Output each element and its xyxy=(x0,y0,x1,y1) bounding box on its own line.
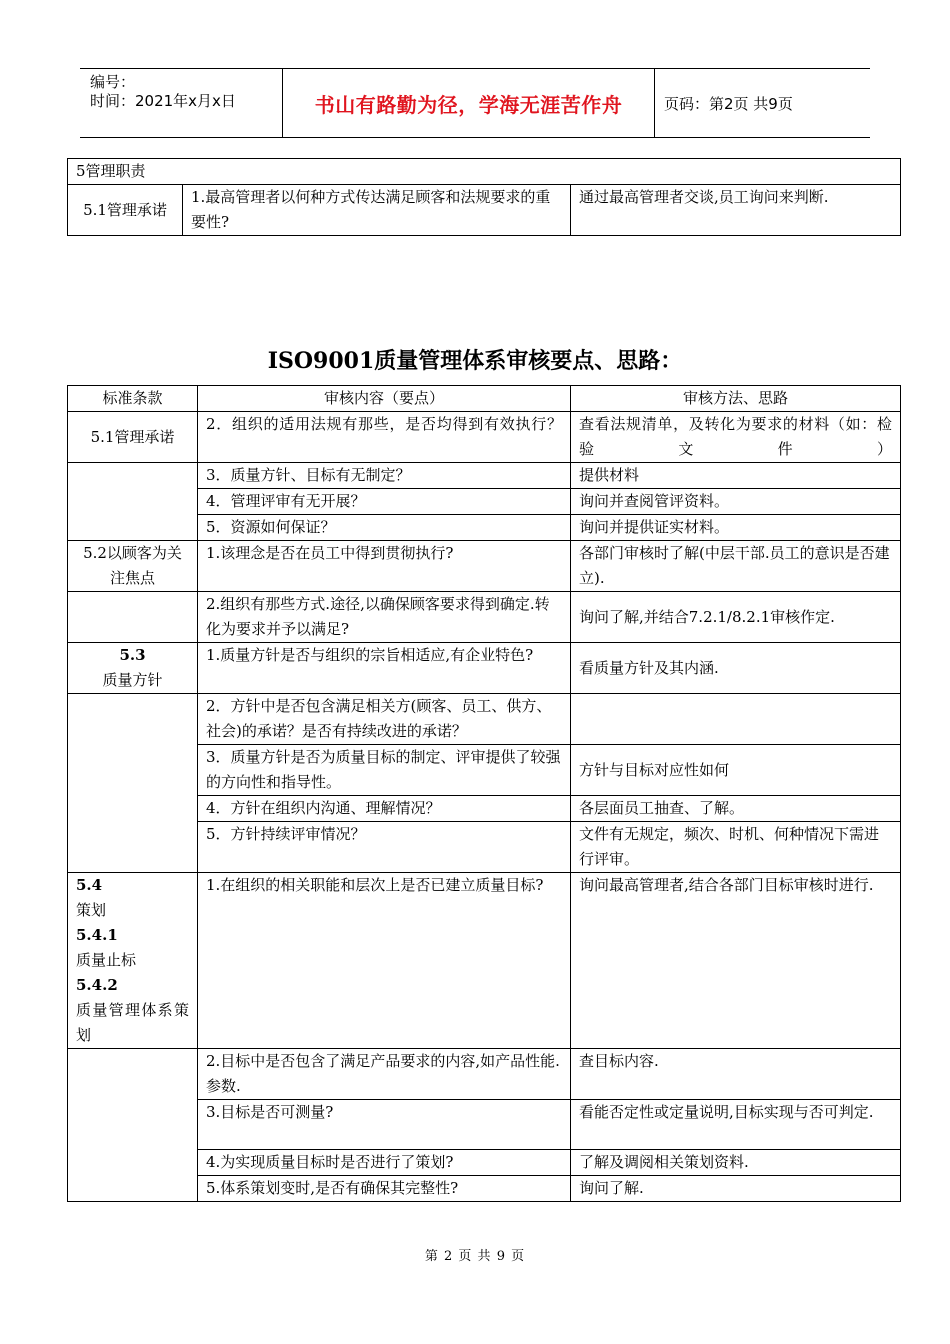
clause-cell: 5.1管理承诺 xyxy=(68,412,198,463)
content-cell: 5．方针持续评审情况？ xyxy=(198,822,571,873)
clause-name: 质量方针 xyxy=(102,671,163,689)
content-cell: 1.质量方针是否与组织的宗旨相适应,有企业特色? xyxy=(198,643,571,694)
method-cell: 询问了解,并结合7.2.1/8.2.1审核作定. xyxy=(571,592,901,643)
content-cell: 1.该理念是否在员工中得到贯彻执行? xyxy=(198,541,571,592)
method-cell xyxy=(571,694,901,745)
header-meta xyxy=(90,73,236,111)
content-cell: 2.组织有那些方式.途径,以确保顾客要求得到确定.转化为要求并予以满足? xyxy=(198,592,571,643)
method-cell: 各层面员工抽查、了解。 xyxy=(571,796,901,822)
clause-cell: 5.2以顾客为关注焦点 xyxy=(68,541,198,592)
table-row xyxy=(68,643,901,694)
method-cell: 提供材料 xyxy=(571,463,901,489)
method-cell: 了解及调阅相关策划资料. xyxy=(571,1150,901,1176)
column-header: 标准条款 xyxy=(68,386,198,412)
table-row xyxy=(68,694,901,745)
method-cell: 各部门审核时了解(中层干部.员工的意识是否建立). xyxy=(571,541,901,592)
document-date: 时间：2021年x月x日 xyxy=(90,92,236,110)
method-cell: 询问并提供证实材料。 xyxy=(571,515,901,541)
content-cell: 2.目标中是否包含了满足产品要求的内容,如产品性能.参数. xyxy=(198,1049,571,1100)
clause-number: 5.4 xyxy=(76,876,103,894)
method-cell: 询问并查阅管评资料。 xyxy=(571,489,901,515)
content-cell: 3.目标是否可测量? xyxy=(198,1100,571,1150)
audit-table xyxy=(67,385,901,1202)
table-row xyxy=(68,463,901,489)
section5-table xyxy=(67,158,901,236)
method-cell: 看质量方针及其内涵. xyxy=(571,643,901,694)
table-row xyxy=(68,541,901,592)
header-page-info: 页码：第2页 共9页 xyxy=(664,94,793,113)
clause-name: 质量止标 xyxy=(76,951,137,969)
clause-cell-empty xyxy=(68,592,198,643)
clause-cell-empty xyxy=(68,694,198,873)
clause-cell: 5.1管理承诺 xyxy=(68,185,183,236)
header-divider xyxy=(654,69,655,137)
clause-number: 5.4.2 xyxy=(76,976,118,994)
method-cell: 查目标内容. xyxy=(571,1049,901,1100)
table-row xyxy=(68,873,901,1049)
method-cell: 查看法规清单，及转化为要求的材料（如：检验文件） xyxy=(571,412,901,463)
method-cell: 询问最高管理者,结合各部门目标审核时进行. xyxy=(571,873,901,1049)
column-header: 审核内容（要点） xyxy=(198,386,571,412)
content-cell: 3．质量方针是否为质量目标的制定、评审提供了较强的方向性和指导性。 xyxy=(198,745,571,796)
clause-name: 质量管理体系策划 xyxy=(76,1001,189,1044)
content-cell: 2．方针中是否包含满足相关方(顾客、员工、供方、社会)的承诺？是否有持续改进的承诺？ xyxy=(198,694,571,745)
clause-cell xyxy=(68,643,198,694)
clause-number: 5.3 xyxy=(119,646,146,664)
clause-number: 5.4.1 xyxy=(76,926,118,944)
clause-cell-empty xyxy=(68,1049,198,1202)
content-cell: 2．组织的适用法规有那些，是否均得到有效执行？ xyxy=(198,412,571,463)
page-title: ISO9001质量管理体系审核要点、思路： xyxy=(267,348,683,374)
table-row xyxy=(68,412,901,463)
method-cell: 看能否定性或定量说明,目标实现与否可判定. xyxy=(571,1100,901,1150)
page-footer: 第 2 页 共 9 页 xyxy=(424,1249,526,1264)
content-cell: 1.最高管理者以何种方式传达满足顾客和法规要求的重要性? xyxy=(183,185,571,236)
method-cell: 询问了解. xyxy=(571,1176,901,1202)
content-cell: 4.为实现质量目标时是否进行了策划? xyxy=(198,1150,571,1176)
section5-heading: 5管理职责 xyxy=(68,159,901,185)
method-cell: 方针与目标对应性如何 xyxy=(571,745,901,796)
content-cell: 5.体系策划变时,是否有确保其完整性? xyxy=(198,1176,571,1202)
table-header-row xyxy=(68,386,901,412)
clause-cell xyxy=(68,873,198,1049)
clause-name: 策划 xyxy=(76,901,107,919)
method-cell: 通过最高管理者交谈,员工询问来判断. xyxy=(571,185,901,236)
content-cell: 3．质量方针、目标有无制定？ xyxy=(198,463,571,489)
method-cell: 文件有无规定，频次、时机、何种情况下需进行评审。 xyxy=(571,822,901,873)
clause-cell-empty xyxy=(68,463,198,541)
content-cell: 5．资源如何保证？ xyxy=(198,515,571,541)
header-motto: 书山有路勤为径，学海无涯苦作舟 xyxy=(314,92,623,117)
table-row xyxy=(68,592,901,643)
column-header: 审核方法、思路 xyxy=(571,386,901,412)
content-cell: 4．管理评审有无开展？ xyxy=(198,489,571,515)
content-cell: 1.在组织的相关职能和层次上是否已建立质量目标? xyxy=(198,873,571,1049)
page-header xyxy=(80,68,870,138)
content-cell: 4．方针在组织内沟通、理解情况？ xyxy=(198,796,571,822)
table-row xyxy=(68,1049,901,1100)
document-number-label: 编号： xyxy=(90,73,136,91)
